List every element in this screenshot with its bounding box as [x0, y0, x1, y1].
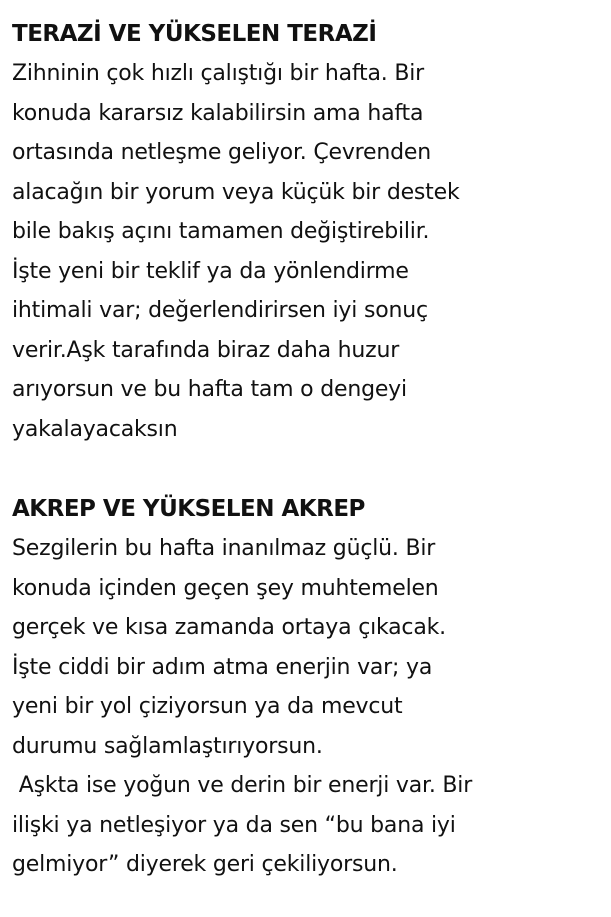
paragraph-line: ihtimali var; değerlendirirsen iyi sonuç [12, 298, 428, 323]
paragraph-line: verir.Aşk tarafında biraz daha huzur [12, 337, 400, 363]
paragraph-line: durumu sağlamlaştırıyorsun. [12, 733, 323, 759]
section-title: TERAZİ VE YÜKSELEN TERAZİ [12, 21, 377, 47]
paragraph-line: yakalayacaksın [12, 416, 178, 442]
paragraph-line: gerçek ve kısa zamanda ortaya çıkacak. [12, 615, 446, 640]
paragraph-line: konuda içinden geçen şey muhtemelen [12, 575, 439, 601]
paragraph-line: konuda kararsız kalabilirsin ama hafta [12, 100, 424, 126]
section-title: AKREP VE YÜKSELEN AKREP [12, 496, 365, 522]
paragraph-line: Aşkta ise yoğun ve derin bir enerji var. Bir [12, 773, 473, 798]
paragraph-line: ortasında netleşme geliyor. Çevrenden [12, 140, 431, 165]
paragraph-line: alacağın bir yorum veya küçük bir destek [12, 179, 460, 205]
section-terazi [12, 14, 459, 449]
paragraph-line: gelmiyor” diyerek geri çekiliyorsun. [12, 852, 398, 877]
paragraph-line: yeni bir yol çiziyorsun ya da mevcut [12, 694, 403, 719]
paragraph-line: İşte ciddi bir adım atma enerjin var; ya [12, 654, 433, 680]
paragraph-line: İşte yeni bir teklif ya da yönlendirme [12, 258, 409, 284]
paragraph-line: bile bakış açını tamamen değiştirebilir. [12, 219, 430, 244]
section-akrep [12, 489, 472, 885]
paragraph-line: ilişki ya netleşiyor ya da sen “bu bana iyi [12, 812, 456, 838]
paragraph-line: arıyorsun ve bu hafta tam o dengeyi [12, 377, 407, 402]
paragraph-line: Sezgilerin bu hafta inanılmaz güçlü. Bir [12, 536, 436, 561]
paragraph-line: Zihninin çok hızlı çalıştığı bir hafta. Bir [12, 61, 424, 86]
